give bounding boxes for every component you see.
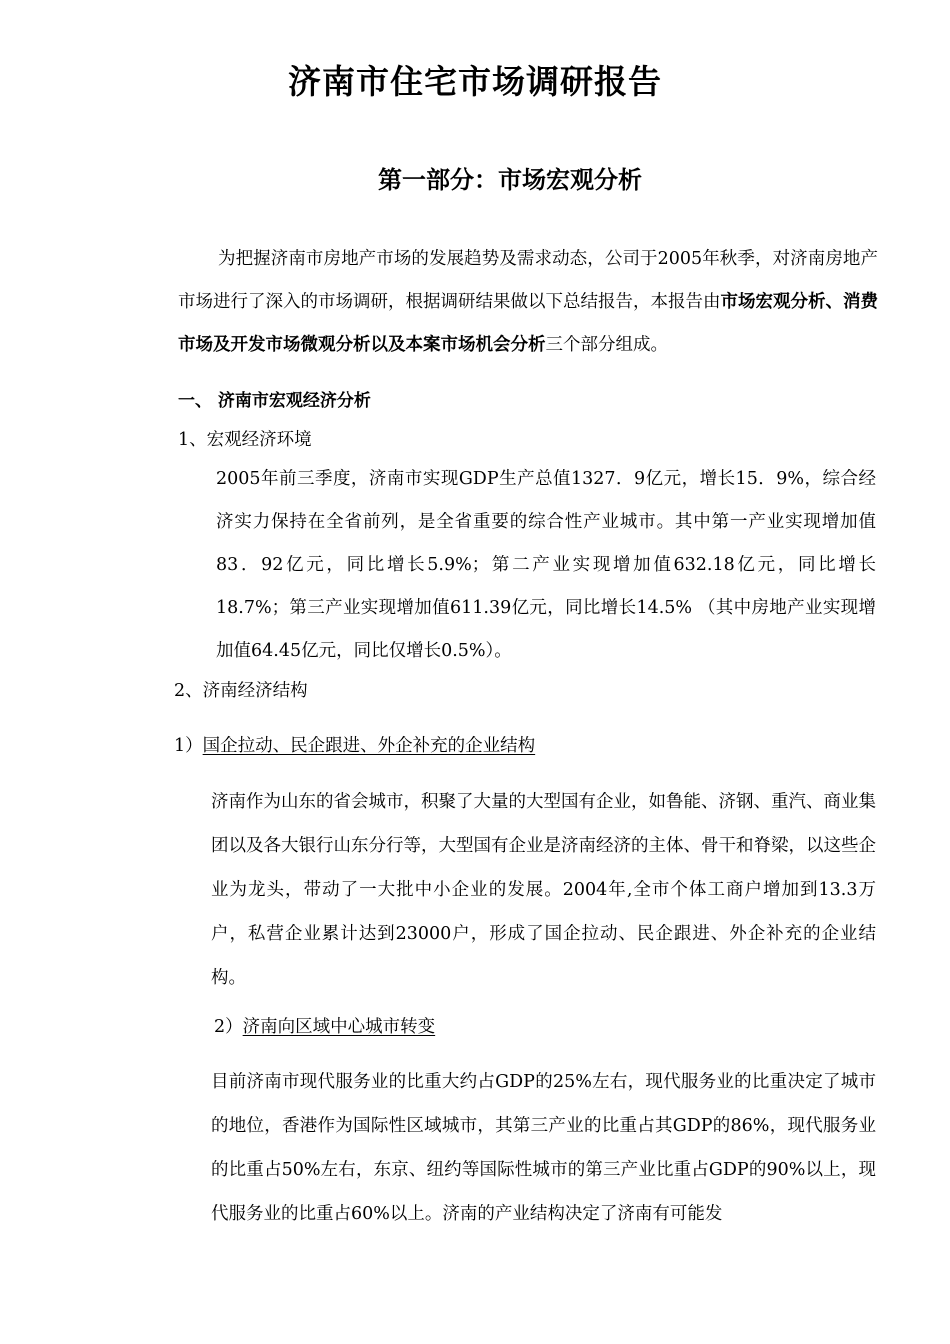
macro-economy-paragraph: 2005年前三季度，济南市实现GDP生产总值1327．9亿元，增长15．9%，综合经济实力保持在全省前列，是全省重要的综合性产业城市。其中第一产业实现增加值83．92亿元，同比增长5.9%；第二产业实现增加值632.18亿元，同比增长18.7%；第三产业实现增加值611.39亿元，同比增长14.5% （其中房地产业实现增加值64.45亿元，同比仅增长0.5%）。 (216, 469, 876, 661)
subsection-heading: 2、济南经济结构 (174, 681, 308, 701)
enterprise-structure-paragraph: 济南作为山东的省会城市，积聚了大量的大型国有企业，如鲁能、济钢、重汽、商业集团以及各大银行山东分行等，大型国有企业是济南经济的主体、骨干和脊梁，以这些企业为龙头，带动了一大批中小企业的发展。2004年,全市个体工商户增加到13.3万户，私营企业累计达到23000户，形成了国企拉动、民企跟进、外企补充的企业结构。 (211, 792, 876, 988)
item-prefix: 1） (174, 736, 203, 756)
intro-bold-text: 市场宏观分析、消费市场及开发市场微观分析以及本案市场机会分析 (178, 292, 878, 355)
intro-text-end: 三个部分组成。 (545, 335, 668, 355)
subsection-heading: 1、宏观经济环境 (178, 430, 312, 450)
regional-center-paragraph: 目前济南市现代服务业的比重大约占GDP的25%左右，现代服务业的比重决定了城市的地位，香港作为国际性区域城市，其第三产业的比重占其GDP的86%，现代服务业的比重占50%左右，东京、纽约等国际性城市的第三产业比重占GDP的90%以上，现代服务业的比重占60%以上。济南的产业结构决定了济南有可能发 (211, 1072, 876, 1224)
item-heading (174, 734, 535, 758)
item-heading (214, 1015, 435, 1039)
document-title: 济南市住宅市场调研报告 (288, 62, 662, 101)
item-heading-text: 国企拉动、民企跟进、外企补充的企业结构 (202, 736, 536, 756)
intro-text: 为把握济南市房地产市场的发展趋势及需求动态，公司于2005年秋季，对济南房地产市场进行了深入的市场调研，根据调研结果做以下总结报告，本报告由 (178, 249, 878, 312)
section-heading: 一、 济南市宏观经济分析 (178, 391, 371, 411)
intro-paragraph (178, 238, 878, 367)
part-title: 第一部分：市场宏观分析 (378, 166, 642, 194)
item-prefix: 2） (214, 1017, 243, 1037)
item-heading-text: 济南向区域中心城市转变 (242, 1017, 436, 1037)
